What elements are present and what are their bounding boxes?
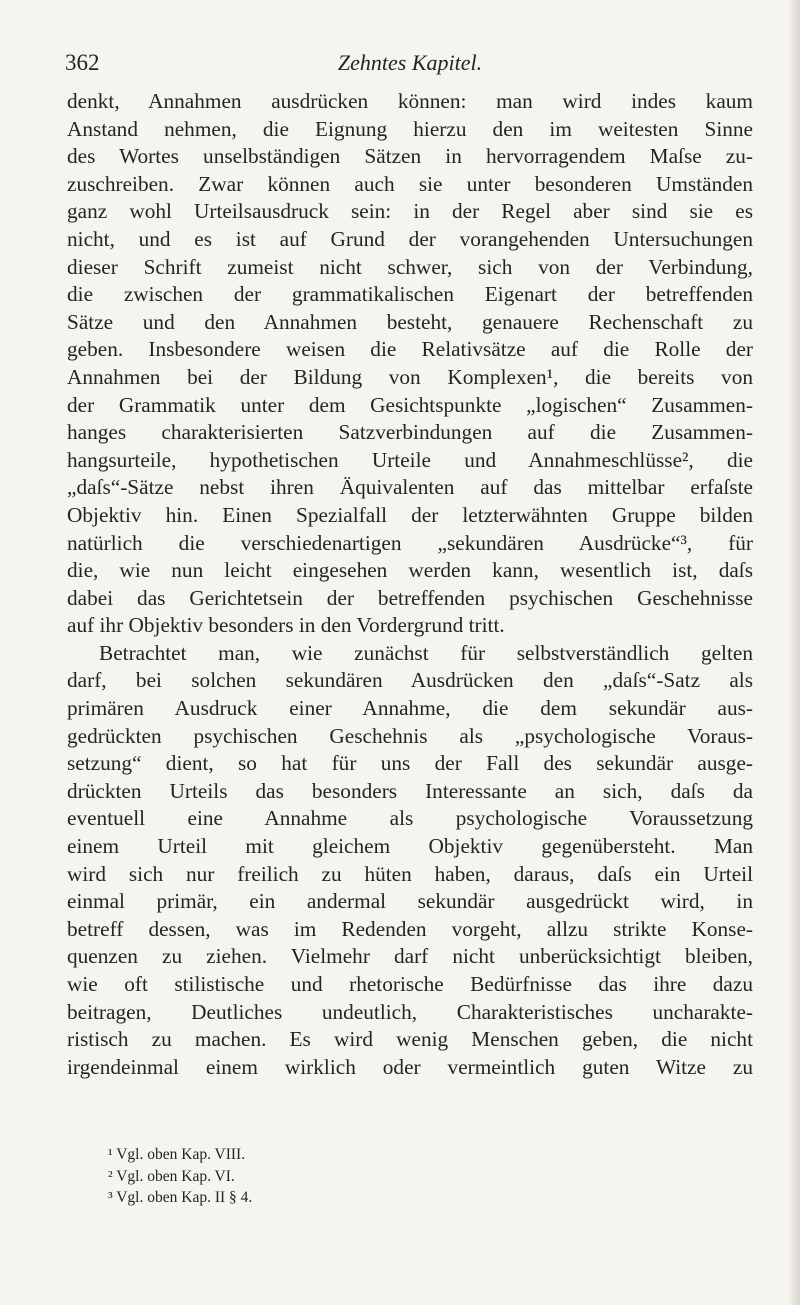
- text-line: dieser Schrift zumeist nicht schwer, sich von der Verbindung,: [67, 254, 753, 279]
- text-line: setzung“ dient, so hat für uns der Fall des sekundär ausge-: [67, 751, 753, 776]
- text-line: geben. Insbesondere weisen die Relativsätze auf die Rolle der: [67, 337, 753, 362]
- text-line: betreff dessen, was im Redenden vorgeht, allzu strikte Konse-: [67, 916, 753, 941]
- text-line: Objektiv hin. Einen Spezialfall der letzterwähnten Gruppe bilden: [67, 502, 753, 527]
- text-line: wie oft stilistische und rhetorische Bedürfnisse das ihre dazu: [67, 972, 753, 996]
- text-line: auf ihr Objektiv besonders in den Vordergrund tritt.: [67, 613, 505, 638]
- text-line: nicht, und es ist auf Grund der vorangehenden Untersuchungen: [67, 226, 753, 251]
- text-line: Annahmen bei der Bildung von Komplexen¹, die bereits von: [67, 364, 753, 389]
- text-line: natürlich die verschiedenartigen „sekundären Ausdrücke“³, für: [67, 530, 753, 555]
- text-line: die zwischen der grammatikalischen Eigenart der betreffenden: [67, 282, 753, 307]
- text-line: Betrachtet man, wie zunächst für selbstverständlich gelten: [99, 640, 753, 665]
- text-line: eventuell eine Annahme als psychologische Voraussetzung: [67, 806, 753, 831]
- text-line: irgendeinmal einem wirklich oder vermeintlich guten Witze zu: [67, 1054, 753, 1079]
- text-line: denkt, Annahmen ausdrücken können: man wird indes kaum: [67, 89, 753, 113]
- text-line: zuschreiben. Zwar können auch sie unter besonderen Umständen: [67, 171, 753, 196]
- paragraph: [67, 640, 753, 1082]
- text-line: beitragen, Deutliches undeutlich, Charakteristisches uncharakte-: [67, 999, 753, 1024]
- text-line: der Grammatik unter dem Gesichtspunkte „logischen“ Zusammen-: [67, 392, 753, 417]
- footnote: ³ Vgl. oben Kap. II § 4.: [108, 1189, 253, 1206]
- text-line: Anstand nehmen, die Eignung hierzu den im weitesten Sinne: [67, 116, 753, 141]
- body-text: [67, 88, 753, 1081]
- text-line: Sätze und den Annahmen besteht, genauere Rechenschaft zu: [67, 309, 753, 334]
- page-edge-shadow: [788, 0, 800, 1305]
- text-line: des Wortes unselbständigen Sätzen in hervorragendem Maſse zu-: [67, 144, 753, 169]
- text-line: ganz wohl Urteilsausdruck sein: in der Regel aber sind sie es: [67, 199, 753, 224]
- text-line: quenzen zu ziehen. Vielmehr darf nicht unberücksichtigt bleiben,: [67, 944, 753, 969]
- text-line: dabei das Gerichtetsein der betreffenden psychischen Geschehnisse: [67, 585, 753, 610]
- footnote: ¹ Vgl. oben Kap. VIII.: [108, 1146, 246, 1163]
- page-number: 362: [65, 50, 100, 75]
- text-line: hanges charakterisierten Satzverbindungen auf die Zusammen-: [67, 420, 753, 445]
- text-line: die, wie nun leicht eingesehen werden kann, wesentlich ist, daſs: [67, 558, 753, 583]
- text-line: wird sich nur freilich zu hüten haben, daraus, daſs ein Urteil: [67, 861, 753, 886]
- page-header: [65, 50, 755, 80]
- text-line: einem Urteil mit gleichem Objektiv gegenübersteht. Man: [67, 834, 753, 859]
- paragraph: [67, 88, 753, 640]
- text-line: primären Ausdruck einer Annahme, die dem sekundär aus-: [67, 696, 753, 721]
- text-line: „daſs“-Sätze nebst ihren Äquivalenten auf das mittelbar erfaſste: [67, 475, 753, 500]
- footnotes: [108, 1144, 508, 1209]
- text-line: drückten Urteils das besonders Interessante an sich, daſs da: [67, 778, 753, 803]
- text-line: hangsurteile, hypothetischen Urteile und Annahmeschlüsse², die: [67, 447, 753, 472]
- running-head: Zehntes Kapitel.: [337, 50, 483, 75]
- footnote: ² Vgl. oben Kap. VI.: [108, 1167, 235, 1185]
- text-line: darf, bei solchen sekundären Ausdrücken den „daſs“-Satz als: [67, 668, 753, 693]
- text-line: einmal primär, ein andermal sekundär ausgedrückt wird, in: [67, 889, 753, 914]
- text-line: ristisch zu machen. Es wird wenig Menschen geben, die nicht: [67, 1027, 753, 1052]
- text-line: gedrückten psychischen Geschehnis als „psychologische Voraus-: [67, 723, 753, 748]
